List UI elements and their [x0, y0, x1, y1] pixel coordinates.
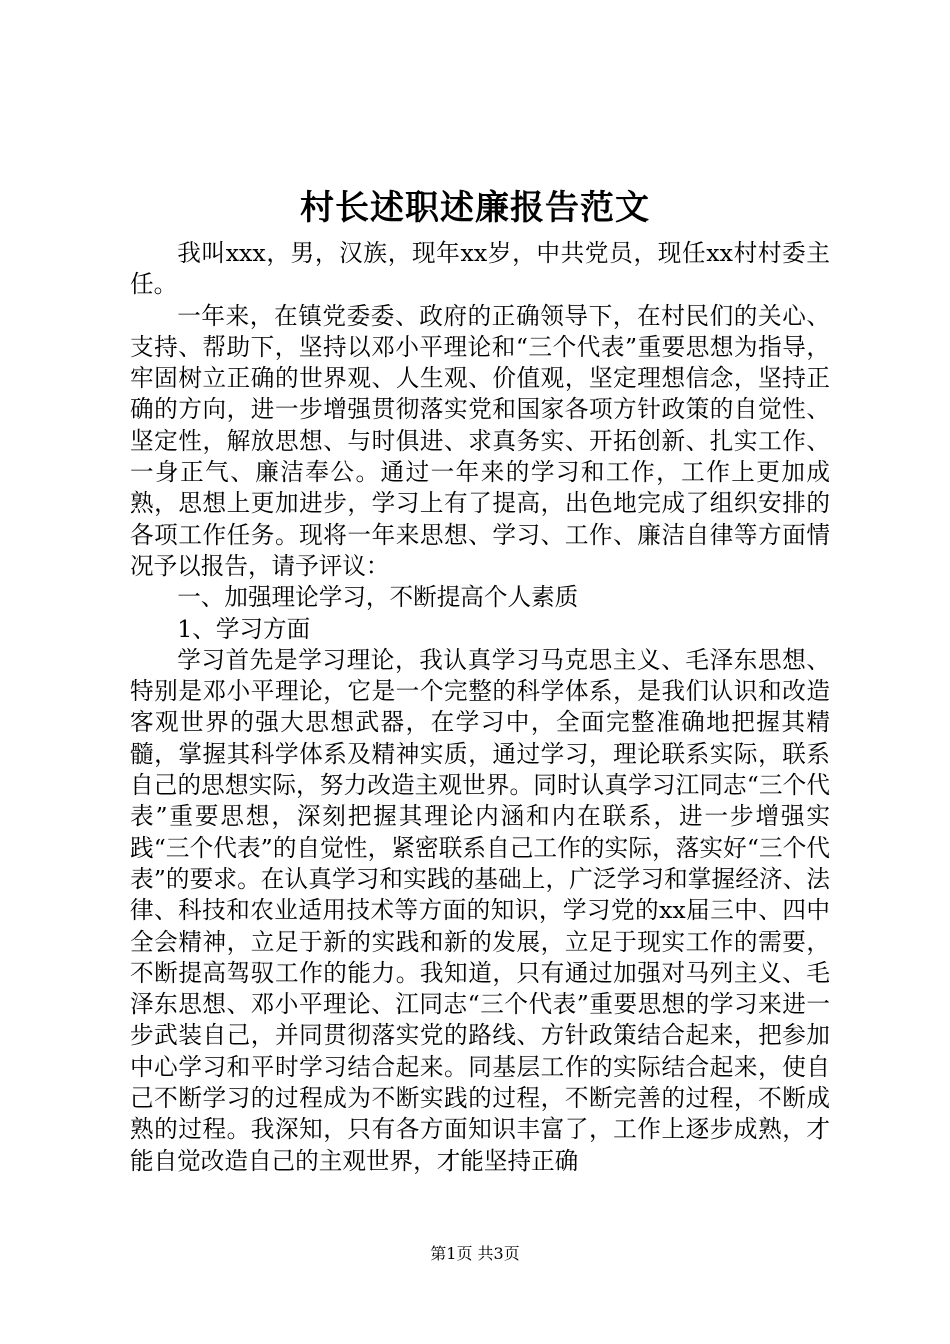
document-body	[130, 238, 830, 1177]
page-number-footer: 第1页 共3页	[430, 1244, 520, 1263]
paragraph-study: 学习首先是学习理论，我认真学习马克思主义、毛泽东思想、特别是邓小平理论，它是一个完整的科学体系，是我们认识和改造客观世界的强大思想武器，在学习中，全面完整准确地把握其精髓，掌握其科学体系及精神实质，通过学习，理论联系实际，联系自己的思想实际，努力改造主观世界。同时认真学习江同志“三个代表”重要思想，深刻把握其理论内涵和内在联系，进一步增强实践“三个代表”的自觉性，紧密联系自己工作的实际，落实好“三个代表”的要求。在认真学习和实践的基础上，广泛学习和掌握经济、法律、科技和农业适用技术等方面的知识，学习党的xx届三中、四中全会精神，立足于新的实践和新的发展，立足于现实工作的需要，不断提高驾驭工作的能力。我知道，只有通过加强对马列主义、毛泽东思想、邓小平理论、江同志“三个代表”重要思想的学习来进一步武装自己，并同贯彻落实党的路线、方针政策结合起来，把参加中心学习和平时学习结合起来。同基层工作的实际结合起来，使自己不断学习的过程成为不断实践的过程，不断完善的过程，不断成熟的过程。我深知，只有各方面知识丰富了，工作上逐步成熟，才能自觉改造自己的主观世界，才能坚持正确	[130, 645, 830, 1175]
subsection-heading: 1、学习方面	[177, 614, 311, 643]
paragraph-intro: 我叫xxx，男，汉族，现年xx岁，中共党员，现任xx村村委主任。	[130, 239, 830, 299]
document-title: 村长述职述廉报告范文	[300, 188, 650, 228]
section-heading: 一、加强理论学习，不断提高个人素质	[177, 583, 579, 612]
paragraph-overview: 一年来，在镇党委委、政府的正确领导下，在村民们的关心、支持、帮助下，坚持以邓小平理论和“三个代表”重要思想为指导，牢固树立正确的世界观、人生观、价值观，坚定理想信念，坚持正确的方向，进一步增强贯彻落实党和国家各项方针政策的自觉性、坚定性，解放思想、与时俱进、求真务实、开拓创新、扎实工作、一身正气、廉洁奉公。通过一年来的学习和工作，工作上更加成熟，思想上更加进步，学习上有了提高，出色地完成了组织安排的各项工作任务。现将一年来思想、学习、工作、廉洁自律等方面情况予以报告，请予评议：	[130, 301, 830, 580]
